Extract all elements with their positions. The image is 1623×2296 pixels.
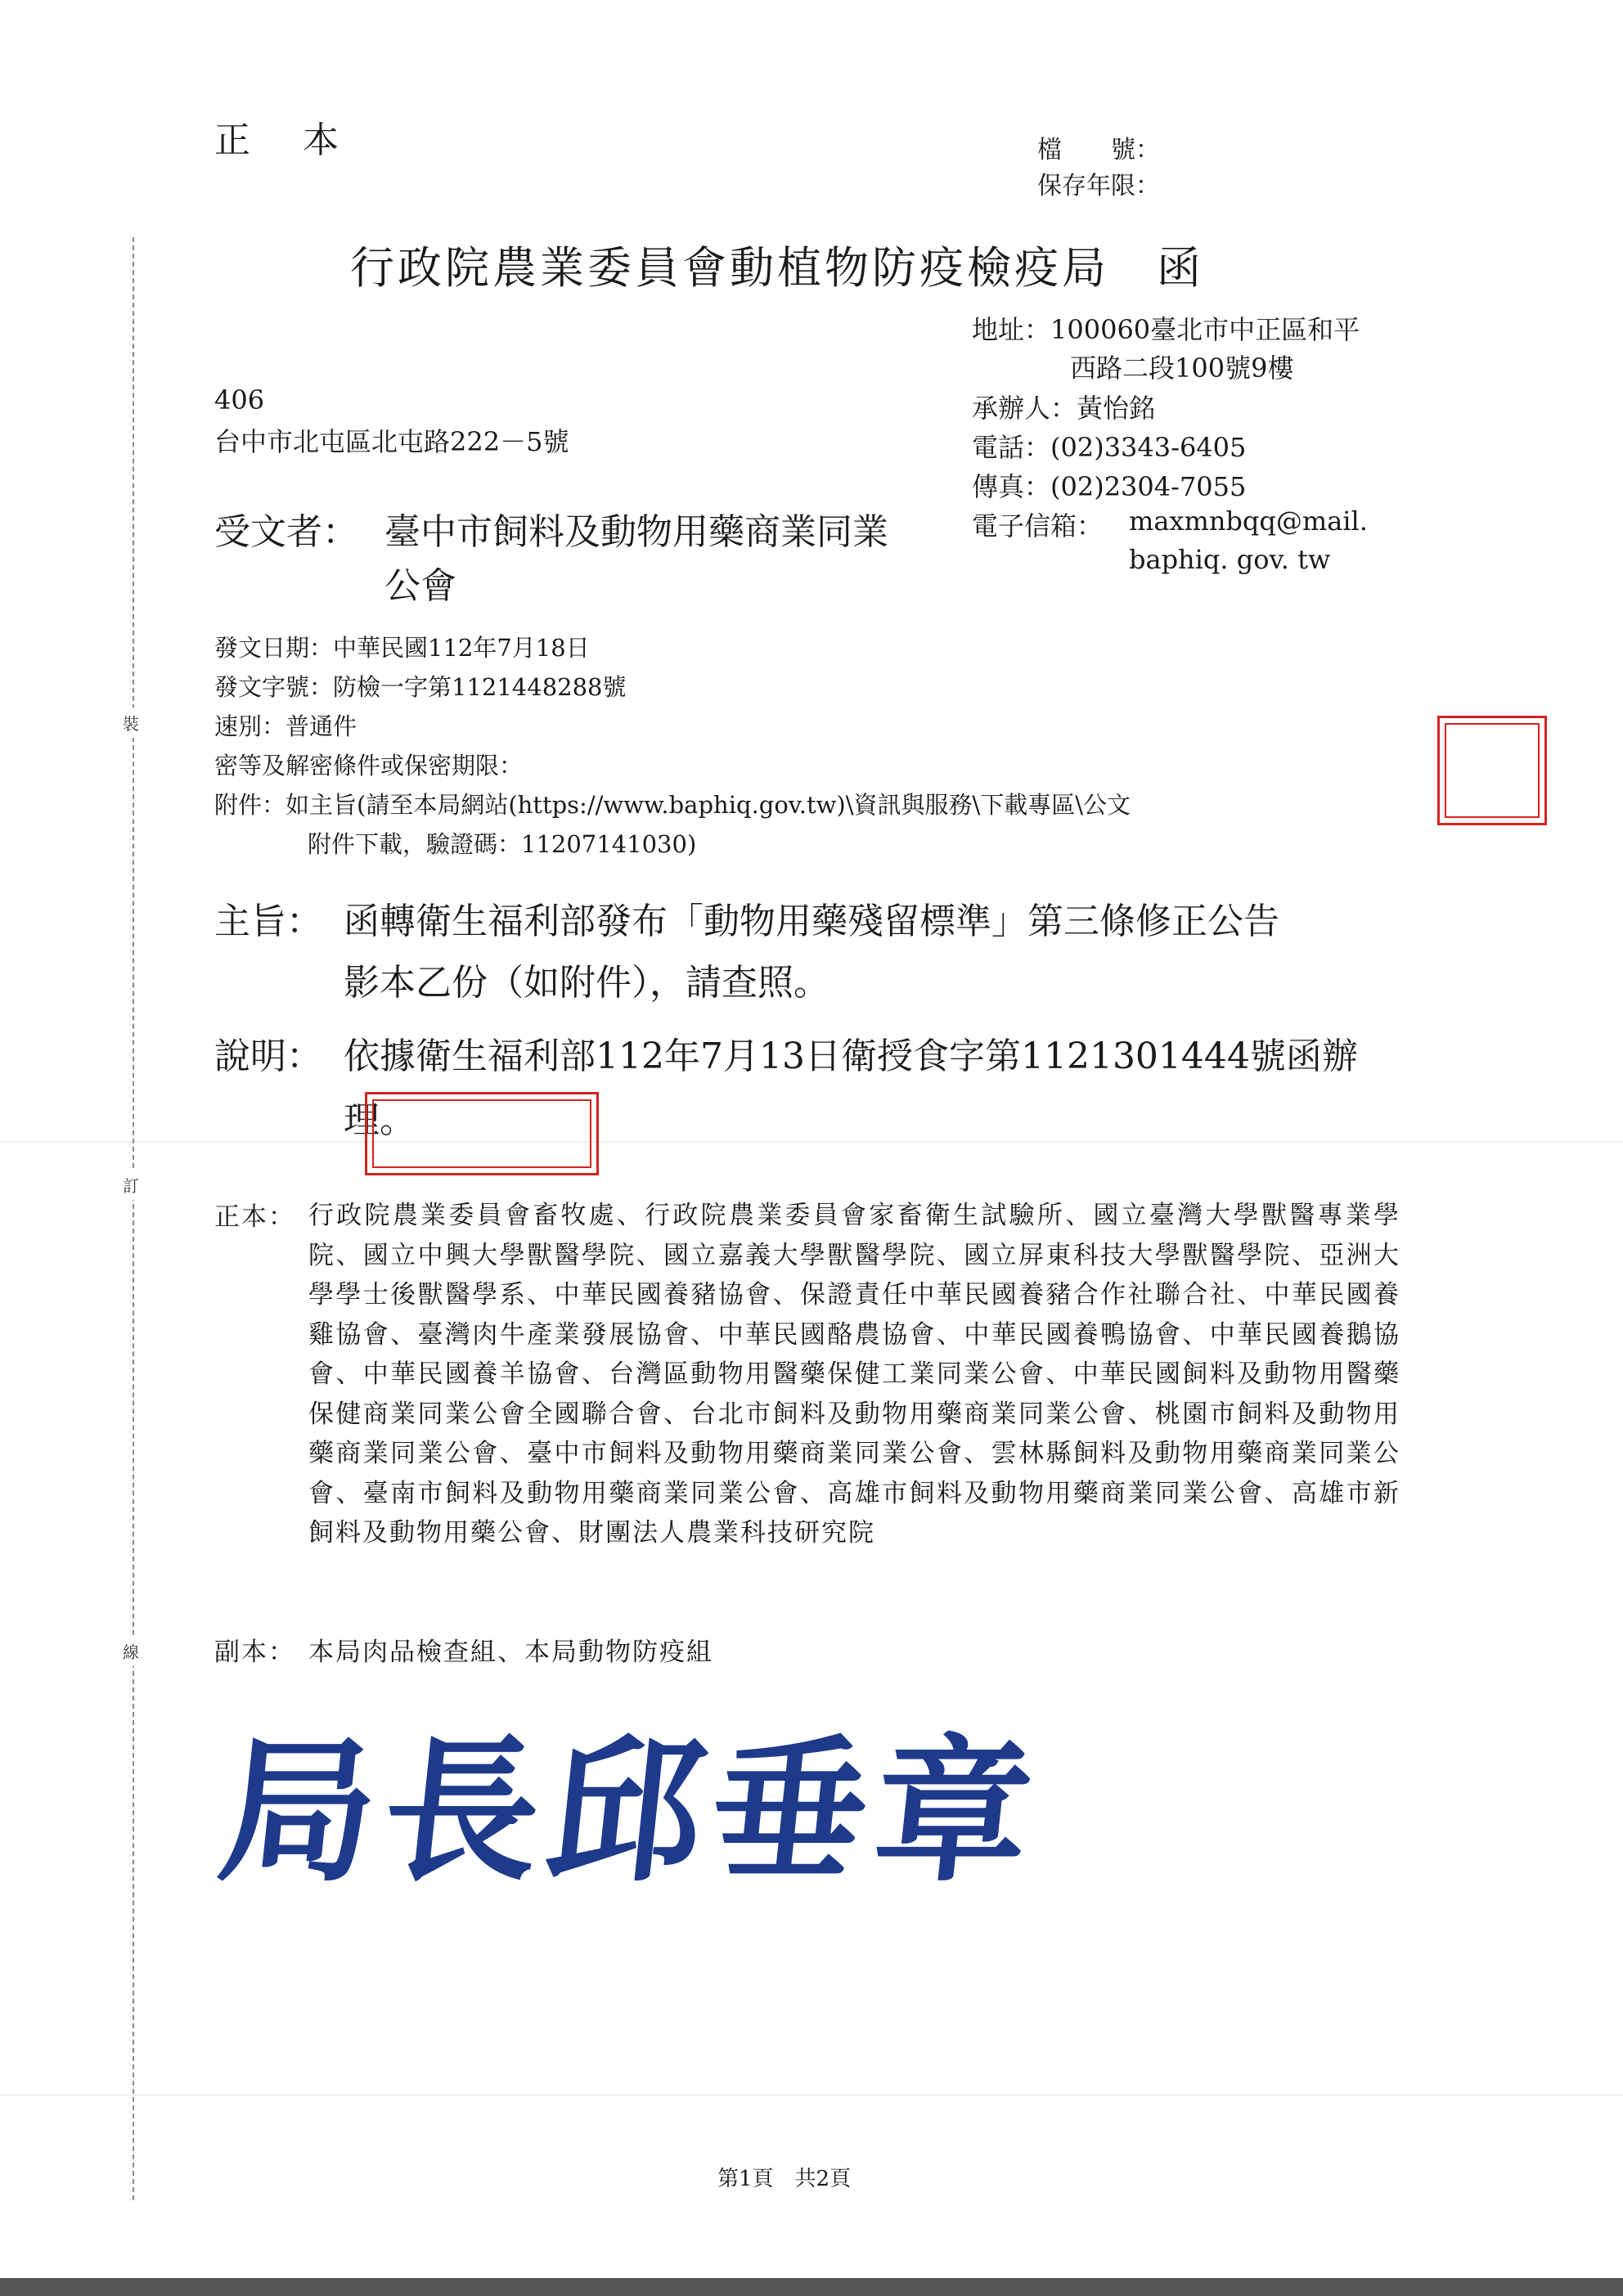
sender-email-line2: baphiq. gov. tw (1129, 544, 1331, 575)
secrecy: 密等及解密條件或保密期限： (214, 752, 524, 780)
sender-address-line1: 地址：100060臺北市中正區和平 (972, 314, 1360, 345)
explanation-label: 說明： (214, 1036, 322, 1077)
sender-address-line2: 西路二段100號9樓 (1070, 353, 1294, 384)
recipient-address: 台中市北屯區北屯路222－5號 (214, 426, 569, 457)
agency-seal (1437, 716, 1547, 825)
sender-fax: 傳真：(02)2304-7055 (972, 471, 1247, 502)
official-seal (365, 1092, 599, 1175)
original-recipients-list: 行政院農業委員會畜牧處、行政院農業委員會家畜衛生試驗所、國立臺灣大學獸醫專業學院、國立中興大學獸醫學院、國立嘉義大學獸醫學院、國立屏東科技大學獸醫學院、亞洲大學學士後獸醫學系、中華民國養豬協會、保證責任中華民國養豬合作社聯合社、中華民國養雞協會、臺灣肉牛產業發展協會、中華民國酪農協會、中華民國養鴨協會、中華民國養鵝協會、中華民國養羊協會、台灣區動物用醫藥保健工業同業公會、中華民國飼料及動物用醫藥保健商業同業公會全國聯合會、台北市飼料及動物用藥商業同業公會、桃園市飼料及動物用藥商業同業公會、臺中市飼料及動物用藥商業同業公會、雲林縣飼料及動物用藥商業同業公會、臺南市飼料及動物用藥商業同業公會、高雄市飼料及動物用藥商業同業公會、高雄市新飼料及動物用藥公會、財團法人農業科技研究院 (308, 1201, 1400, 1548)
document-title: 行政院農業委員會動植物防疫檢疫局 函 (350, 242, 1204, 294)
explanation-line2: 理。 (344, 1099, 416, 1141)
binding-mark-zhuang: 裝 (123, 708, 139, 738)
copies-label: 副本： (214, 1638, 295, 1667)
recipient-postal-code: 406 (214, 384, 265, 416)
binding-mark-xian: 線 (123, 1636, 139, 1666)
subject-line1: 函轉衛生福利部發布「動物用藥殘留標準」第三條修正公告 (344, 901, 1279, 942)
copies-list: 本局肉品檢查組、本局動物防疫組 (308, 1638, 713, 1667)
binding-mark-ding: 訂 (123, 1170, 139, 1200)
copy-type: 正 本 (214, 119, 347, 161)
attachment-line2: 附件下載，驗證碼：11207141030) (308, 830, 697, 858)
doc-number: 發文字號：防檢一字第1121448288號 (214, 673, 627, 701)
subject-line2: 影本乙份（如附件），請查照。 (344, 962, 829, 1004)
sender-email-label: 電子信箱： (972, 510, 1104, 541)
recipient-name-line2: 公會 (384, 565, 456, 607)
speed: 速別：普通件 (214, 712, 357, 740)
sender-handler: 承辦人：黃怡銘 (972, 393, 1156, 424)
recipient-label: 受文者： (214, 511, 358, 553)
binding-line (133, 237, 134, 2200)
attachment-line1: 附件：如主旨(請至本局網站(https://www.baphiq.gov.tw)\資訊與服務\下載專區\公文 (214, 791, 1131, 819)
issue-date: 發文日期：中華民國112年7月18日 (214, 634, 590, 662)
director-signature: 局長邱垂章 (211, 1720, 1049, 1903)
explanation-line1: 依據衛生福利部112年7月13日衛授食字第1121301444號函辦 (344, 1036, 1358, 1077)
scan-edge (0, 2278, 1623, 2296)
page-footer: 第1頁 共2頁 (717, 2167, 852, 2191)
file-no-label: 檔 號： (1037, 136, 1160, 164)
recipient-name-line1: 臺中市飼料及動物用藥商業同業 (384, 511, 888, 553)
retention-label: 保存年限： (1037, 172, 1160, 200)
sender-phone: 電話：(02)3343-6405 (972, 432, 1247, 463)
subject-label: 主旨： (214, 901, 322, 942)
sender-email-line1: maxmnbqq@mail. (1129, 505, 1368, 537)
original-recipients-label: 正本： (214, 1202, 295, 1232)
